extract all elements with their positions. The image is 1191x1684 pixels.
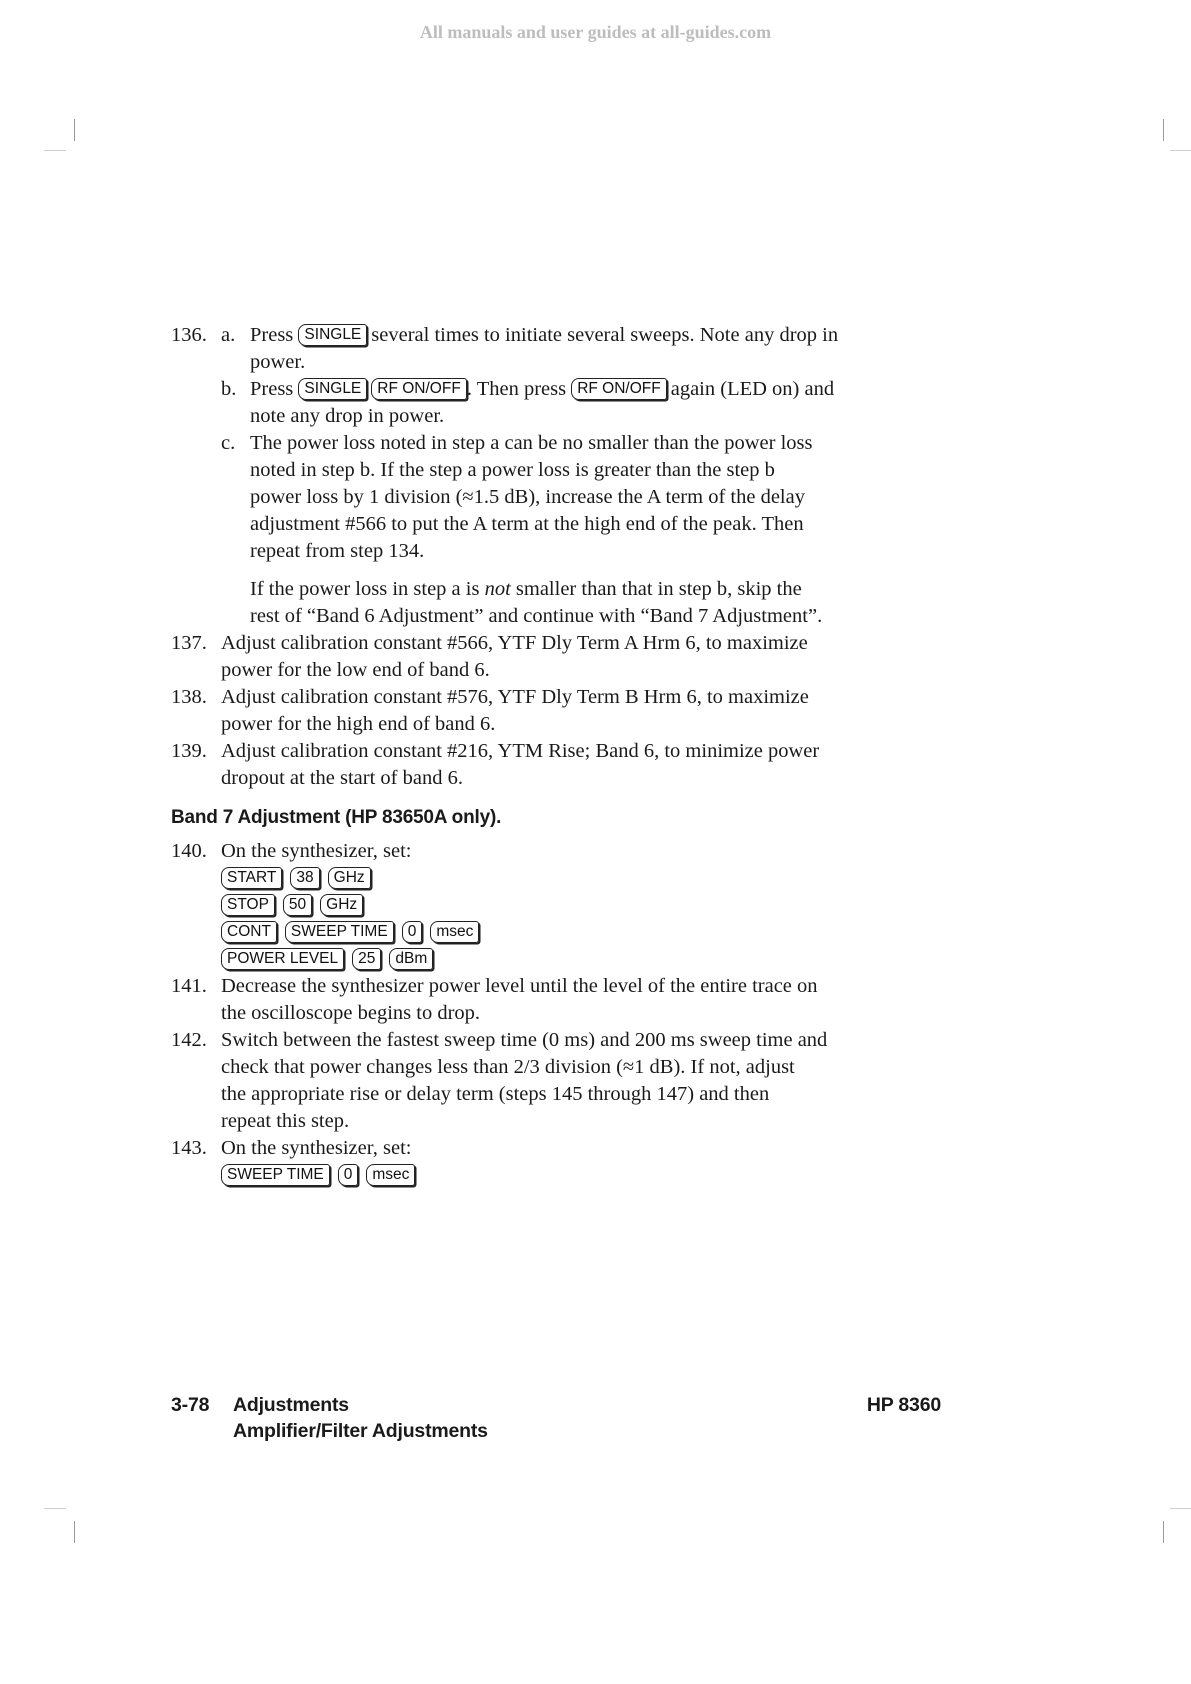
text: Press [250,378,294,400]
key-sequence [221,946,941,973]
step-number: 142. [171,1029,207,1051]
crop-mark [1163,119,1164,141]
substep-letter: a. [221,324,236,346]
key-sequence [221,1162,941,1189]
key-ghz: GHz [328,867,371,889]
key-digits: 0 [402,921,423,943]
substep-letter: c. [221,432,236,454]
text-line: adjustment #566 to put the A term at the high end of the peak. Then [250,513,804,535]
crop-mark [44,150,66,151]
text-line: Adjust calibration constant #216, YTM Rise; Band 6, to minimize power [221,740,820,762]
crop-mark [74,119,75,141]
key-single: SINGLE [298,378,367,400]
text: If the power loss in step a is [250,578,480,600]
text: power. [250,351,306,373]
page-content [171,322,941,1189]
crop-mark [1170,1508,1191,1509]
key-digits: 50 [283,894,312,916]
model-name: HP 8360 [866,1394,941,1416]
step-140 [171,838,941,973]
step-141 [171,973,941,1027]
step-137 [171,630,941,684]
text-line: the oscilloscope begins to drop. [221,1002,481,1024]
step-number: 137. [171,632,207,654]
section-heading: Band 7 Adjustment (HP 83650A only). [171,807,502,828]
text: Press [250,324,294,346]
text: rest of “Band 6 Adjustment” and continue with “Band 7 Adjustment”. [250,605,823,627]
step-number: 141. [171,975,207,997]
text-line: check that power changes less than 2/3 division (≈1 dB). If not, adjust [221,1056,795,1078]
text-line: Switch between the fastest sweep time (0 ms) and 200 ms sweep time and [221,1029,828,1051]
key-power-level: POWER LEVEL [221,948,344,970]
text-line: dropout at the start of band 6. [221,767,463,789]
key-sequence [221,892,941,919]
text-line: Adjust calibration constant #566, YTF Dly Term A Hrm 6, to maximize [221,632,808,654]
step-number: 136. [171,324,207,346]
key-sweep-time: SWEEP TIME [285,921,394,943]
key-rf-on-off: RF ON/OFF [371,378,467,400]
key-sweep-time: SWEEP TIME [221,1164,330,1186]
text: smaller than that in step b, skip the [515,578,802,600]
substep-b [221,376,941,430]
key-msec: msec [430,921,479,943]
text-line: repeat this step. [221,1110,350,1132]
crop-mark [44,1508,66,1509]
key-rf-on-off: RF ON/OFF [571,378,667,400]
crop-mark [1163,1521,1164,1543]
text: again (LED on) and [670,378,835,400]
step-138 [171,684,941,738]
key-digits: 0 [338,1164,359,1186]
step-number: 140. [171,840,207,862]
text-line: On the synthesizer, set: [221,1137,412,1159]
crop-mark [1170,150,1191,151]
step-143 [171,1135,941,1189]
crop-mark [74,1521,75,1543]
section-title: Adjustments [233,1394,349,1416]
text: several times to initiate several sweeps. Note any drop in [371,324,839,346]
text-line: The power loss noted in step a can be no smaller than the power loss [250,432,813,454]
text: note any drop in power. [250,405,445,427]
key-start: START [221,867,282,889]
page-number: 3-78 [171,1394,210,1416]
step-number: 143. [171,1137,207,1159]
step-139 [171,738,941,792]
substep-letter: b. [221,378,237,400]
key-digits: 25 [352,948,381,970]
text-line: power for the high end of band 6. [221,713,496,735]
text-line: the appropriate rise or delay term (steps 145 through 147) and then [221,1083,770,1105]
text-line: repeat from step 134. [250,540,425,562]
key-digits: 38 [290,867,319,889]
step-number: 138. [171,686,207,708]
key-sequence [221,865,941,892]
text-line: Adjust calibration constant #576, YTF Dly Term B Hrm 6, to maximize [221,686,809,708]
subsection-title: Amplifier/Filter Adjustments [233,1420,488,1442]
step-142 [171,1027,941,1135]
text-line: power loss by 1 division (≈1.5 dB), increase the A term of the delay [250,486,805,508]
substep-a [221,322,941,376]
watermark: All manuals and user guides at all-guides.com [419,22,772,42]
key-sequence [221,919,941,946]
key-single: SINGLE [298,324,367,346]
text-line: noted in step b. If the step a power loss is greater than the step b [250,459,775,481]
text-line: power for the low end of band 6. [221,659,490,681]
substep-c [221,430,941,630]
text: . Then press [466,378,567,400]
text-line: Decrease the synthesizer power level until the level of the entire trace on [221,975,818,997]
step-number: 139. [171,740,207,762]
key-stop: STOP [221,894,275,916]
emphasis: not [484,578,511,600]
key-cont: CONT [221,921,277,943]
step-136 [171,322,941,630]
text-line: On the synthesizer, set: [221,840,412,862]
key-dbm: dBm [389,948,433,970]
key-ghz: GHz [320,894,363,916]
note-paragraph [250,576,941,630]
key-msec: msec [366,1164,415,1186]
